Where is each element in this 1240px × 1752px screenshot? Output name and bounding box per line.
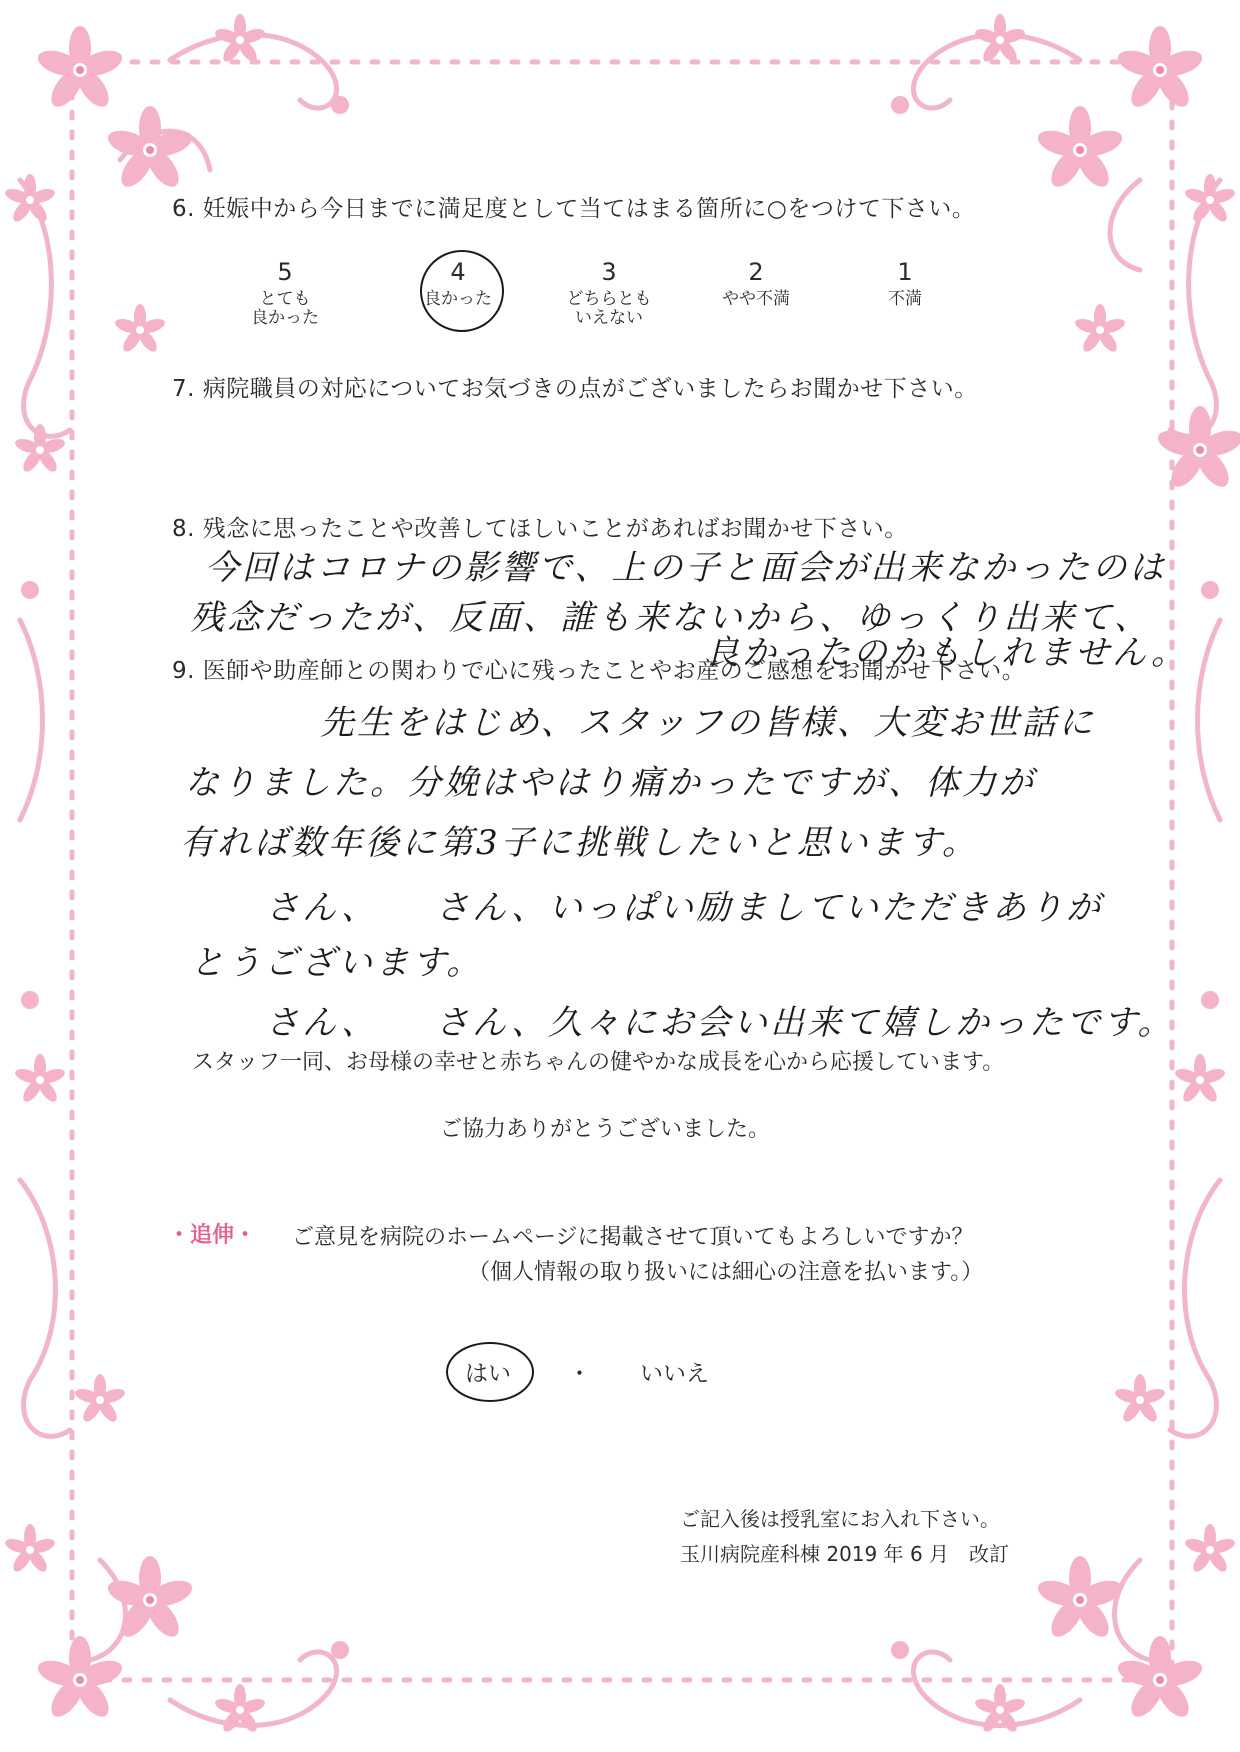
rating-3-label: どちらとも いえない	[566, 289, 652, 328]
answer-8-line-1: 今回はコロナの影響で、上の子と面会が出来なかったのは	[205, 548, 1167, 588]
rating-2-number[interactable]: 2	[748, 258, 764, 286]
answer-9-line-6: さん、 さん、久々にお会い出来て嬉しかったです。	[265, 1003, 1175, 1043]
rating-3-number[interactable]: 3	[601, 258, 617, 286]
footer-revision: 玉川病院産科棟 2019 年 6 月 改訂	[680, 1542, 1010, 1566]
selected-rating-circle	[420, 250, 504, 332]
thanks-message: ご協力ありがとうございました。	[440, 1117, 771, 1142]
rating-4-label: 良かった	[424, 289, 492, 309]
answer-8-line-3: 良かったのかもしれません。	[705, 633, 1189, 673]
footer-instruction: ご記入後は授乳室にお入れ下さい。	[680, 1507, 1000, 1531]
answer-8-line-2: 残念だったが、反面、誰も来ないから、ゆっくり出来て、	[190, 598, 1151, 638]
question-7: 7. 病院職員の対応についてお気づきの点がございましたらお聞かせ下さい。	[172, 376, 978, 402]
rating-1-label: 不満	[888, 289, 922, 309]
answer-9-line-4: さん、 さん、いっぱい励ましていただきありが	[265, 888, 1104, 928]
question-8: 8. 残念に思ったことや改善してほしいことがあればお聞かせ下さい。	[172, 516, 908, 542]
yesno-separator: ・	[568, 1361, 591, 1387]
rating-5-label: とても 良かった	[251, 289, 319, 328]
rating-5-number[interactable]: 5	[277, 258, 293, 286]
yes-option[interactable]: はい	[465, 1361, 511, 1387]
postscript-label: ・追伸・	[168, 1223, 257, 1248]
answer-9-line-3: 有れば数年後に第3子に挑戦したいと思います。	[180, 823, 979, 863]
rating-4-number[interactable]: 4	[450, 258, 466, 286]
answer-9-line-1: 先生をはじめ、スタッフの皆様、大変お世話に	[320, 703, 1096, 743]
rating-2-label: やや不満	[722, 289, 790, 309]
staff-message: スタッフ一同、お母様の幸せと赤ちゃんの健やかな成長を心から応援しています。	[192, 1050, 1005, 1075]
rating-1-number[interactable]: 1	[897, 258, 913, 286]
question-9: 9. 医師や助産師との関わりで心に残ったことやお産のご感想をお聞かせ下さい。	[172, 658, 1026, 684]
selected-yes-circle	[446, 1342, 534, 1402]
question-6: 6. 妊娠中から今日までに満足度として当てはまる箇所に○をつけて下さい。	[172, 196, 976, 222]
postscript-note: （個人情報の取り扱いには細心の注意を払います。）	[468, 1260, 984, 1285]
no-option[interactable]: いいえ	[640, 1361, 709, 1387]
answer-9-line-2: なりました。分娩はやはり痛かったですが、体力が	[185, 763, 1036, 803]
answer-9-line-5: とうございます。	[190, 943, 484, 983]
postscript-question: ご意見を病院のホームページに掲載させて頂いてもよろしいですか？	[292, 1225, 974, 1250]
